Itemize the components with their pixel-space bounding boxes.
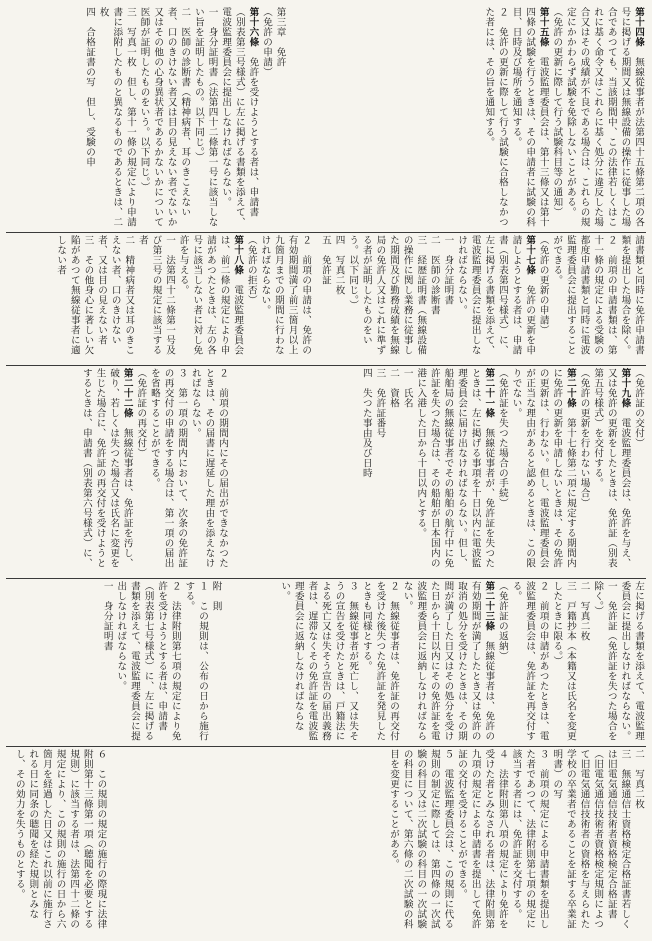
paragraph <box>550 235 618 361</box>
band-3-column-1 <box>230 366 646 576</box>
paragraph-text: ２ 前項の申請書類は、第十一條の規定による受験の都度申請書類と同時に電波監理委員会に提出することができる。 <box>551 235 617 355</box>
paragraph <box>359 368 373 574</box>
paragraph-text: 左に掲げる書類を添えて、電波監理委員会に提出しなければならない。 <box>619 581 644 741</box>
paragraph <box>346 235 428 361</box>
paragraph-text: １ この規則は、公布の日から施行する。 <box>183 581 208 741</box>
paragraph <box>259 7 273 228</box>
band-4-column-1 <box>224 579 646 744</box>
paragraph-text: 一 氏名 <box>401 368 413 408</box>
paragraph <box>495 581 509 742</box>
paragraph <box>147 368 188 574</box>
article-number: 第十九條 <box>619 368 631 418</box>
paragraph-text: 二 写真二枚 <box>578 581 590 641</box>
paragraph <box>79 368 133 574</box>
band-2 <box>6 232 646 363</box>
paragraph <box>631 749 645 935</box>
paragraph-text: 無線従事者は、免許証を汚し、破り、若しくは失つた場合又は氏名に変更を生じた場合に、免許証の再交付を受けようとするときは、申請書（別表第六号様式）に、 <box>80 368 133 568</box>
paragraph-text: 一 身分証明書 <box>442 235 454 305</box>
paragraph-text: ２ 前項の申請があつたときは、電波監理委員会は、免許証を再交付する。 <box>510 581 549 741</box>
paragraph-text: 四 合格証書の写 但し、受験の申 <box>84 7 96 167</box>
paragraph <box>618 581 645 742</box>
band-5-column-1 <box>108 747 646 937</box>
band-1 <box>6 5 646 230</box>
paragraph <box>188 368 229 574</box>
paragraph-text: （免許の更新を行わない場合） <box>578 368 590 508</box>
article-number: 第二十條 <box>564 368 576 418</box>
paragraph <box>94 235 135 361</box>
band-4-column-2 <box>6 579 224 744</box>
paragraph <box>482 7 509 228</box>
article-number: 第二十一條 <box>483 368 495 428</box>
paragraph <box>82 7 96 228</box>
paragraph <box>96 7 137 228</box>
paragraph-text: 附 則 <box>210 581 222 611</box>
article-number: 第二十三條 <box>483 581 495 641</box>
paragraph-text: ３ 前項の規定による申請書類を提出した者であつて、法律附則第七項の規定に該当する者には、免許証を交付する。 <box>510 749 549 929</box>
article-number: 第十五條 <box>537 7 549 57</box>
band-1-column-2 <box>6 5 288 230</box>
band-1-column-1 <box>288 5 646 230</box>
paragraph-text: 三 経歴証明書（無線設備の操作に関し業務に従事した期間及び勤務成績を無線局の免許人又はこれに準ずる者が証明したものをいう。以下同じ。） <box>347 235 427 355</box>
paragraph-text: 二 精神病者又は耳のきこえない者、口のきけない者、又は目の見えない者 <box>96 235 135 355</box>
paragraph-text: （免許証の返納） <box>496 581 508 661</box>
band-3-column-2 <box>6 366 230 576</box>
paragraph-text: 三 無線通信士資格検定合格証書若しくは旧電気通信技術者資格検定合格証書（旧電気通信技術者資格検定規則によつて旧電気通信技術者の資格を与えられた学校の卒業者であることを証する卒業証明書）の写 <box>551 749 631 929</box>
paragraph <box>550 581 577 742</box>
article-number: 第十六條 <box>247 7 259 57</box>
band-2-column-2 <box>6 233 313 363</box>
paragraph <box>191 7 218 228</box>
paragraph-text: 免許の更新を申請しようとする者は、申請書（別表第四号様式）に、左に掲げる書類を添えて、電波監理委員会に提出しなければならない。 <box>456 235 536 355</box>
paragraph <box>509 581 550 742</box>
band-5-column-2 <box>6 747 108 937</box>
paragraph <box>209 581 223 742</box>
paragraph <box>54 235 95 361</box>
paragraph-text: 三 その他身心に著しい欠陥があつて無線従事者に適しない者 <box>55 235 94 355</box>
paragraph <box>591 368 632 574</box>
band-4 <box>6 578 646 744</box>
paragraph-text: 二 資格 <box>388 368 400 408</box>
paragraph <box>577 368 591 574</box>
paragraph-text: ５ 電波監理委員会は、この規則に代る規則の制定に際しては、第四條の一次試験の科目又は二次試験の科目の一次試験の科目について、第六條の二次試験の科目を変更することがある。 <box>388 749 454 929</box>
paragraph-text: ２ 無線従事者は、免許証の再交付を受けた後失つた免許証を発見したときも同様とする。 <box>360 581 400 741</box>
paragraph <box>550 749 632 935</box>
paragraph <box>386 368 400 574</box>
paragraph-text: ２ 前項の期間内にその届出ができなかつたときは、その届書に遅延した理由を添えなければならない。 <box>189 368 228 568</box>
paragraph-text: 二 医師の診断書（精神病者、耳のきこえない者、口のきけない者又は目の見えない者でないか又はその他の心身異状者であるかないかについて医師が証明したものをいう。以下同じ。） <box>138 7 191 227</box>
paragraph-text: 二 医師の診断書 <box>428 235 440 315</box>
band-5 <box>6 746 646 937</box>
paragraph-text: 四 写真二枚 <box>333 235 345 295</box>
paragraph-text: 二 写真二枚 <box>633 749 644 809</box>
paragraph-text: 一 身分証明書（法第四十二條第一号に該当しない旨を証明したもの。以下同じ。） <box>192 7 218 227</box>
paragraph <box>318 235 332 361</box>
paragraph <box>631 368 645 574</box>
paragraph <box>135 235 176 361</box>
paragraph-text: 電波監理委員会は、免許を与え、又は免許の更新をしたときは、免許証（別表第五号様式）を交付する。 <box>592 368 631 568</box>
paragraph-text: 無線従事者が、免許証を失つたときは、左に掲げる事項を十日以内に電波監理委員会に届け出なければならない。但し、船舶局の無線従事者でその船舶の航行中に免許証を失つた場合は、その船舶が日本国内の港に入港した日から十日以内とする。 <box>415 368 495 568</box>
paragraph <box>258 235 312 361</box>
paragraph-text: 第三章 免許 <box>274 7 286 67</box>
paragraph <box>441 235 455 361</box>
paragraph <box>427 235 441 361</box>
paragraph <box>332 235 346 361</box>
paragraph-text: ４ 法律附則第八項の規定により免許を受けた者とみなされる者は、法律附則第九項の規定による申請書を提出して免許証の交付を受けることができる。 <box>456 749 508 929</box>
paragraph <box>359 581 400 742</box>
paragraph-text: ３ 無線従事者が死亡し、又は失そうの宣告を受けたときは、戸籍法による死亡又は失そう宣告の届出義務者は、遅滞なくその免許証を電波監理委員会に返納しなければならない。 <box>279 581 359 741</box>
article-number: 第十四條 <box>633 7 644 57</box>
paragraph-text: （免許証の交付） <box>633 368 644 448</box>
paragraph-text: 免許を受けようとする者は、申請書（別表第三号様式）に左に掲げる書類を添えて、電波監理委員会に提出しなければならない。 <box>220 7 259 227</box>
paragraph-text: （免許証の再交付） <box>135 368 147 458</box>
paragraph <box>273 7 287 228</box>
paragraph <box>509 368 577 574</box>
paragraph <box>137 7 191 228</box>
paragraph <box>373 368 387 574</box>
paragraph-text: 一 法第四十二條第一号及び第三号の規定に該当する者 <box>136 235 176 355</box>
paragraph <box>618 235 645 361</box>
paragraph <box>495 368 509 574</box>
paragraph <box>176 235 244 361</box>
paragraph-text: ６ この規則の規定の施行の際現に法律附則第十三條第一項（聴聞を必要とする規則）に該当する者は、法第四十二條の規定により、この規則の施行の日から六箇月を経過した日又はこれ以前に施行される日に同条の聴聞を経た規則とみなし、その効力を失うものとする。 <box>13 749 107 929</box>
paragraph-text: 一 身分証明書 <box>101 581 113 651</box>
paragraph-text: （免許の更新の申請） <box>537 235 549 335</box>
paragraph <box>400 581 495 742</box>
paragraph-text: （免許の更新に際して行う試験科目等の通知） <box>551 7 563 217</box>
paragraph-text: 電波監理委員会は、第十三條又は第十四條の試験を行うときは、その申請者に試験の科目、日時及び場所を通知する。 <box>510 7 549 227</box>
paragraph <box>244 235 258 361</box>
paragraph <box>12 749 107 935</box>
paragraph <box>100 581 114 742</box>
paragraph-text: 三 写真一枚 但し、第十一條の規定により申請書に添附したものと異なるものであるときは、二枚 <box>97 7 136 227</box>
article-number: 第二十二條 <box>121 368 133 428</box>
paragraph <box>591 581 618 742</box>
paragraph <box>454 235 536 361</box>
paragraph-text: 無線従事者は、免許の有効期間が満了したとき又は免許の取消の処分を受けたときは、その期間が満了した日又はその処分を受けた日から十日以内にその免許証を電波監理委員会に返納しなければならない。 <box>401 581 495 741</box>
paragraph <box>386 749 454 935</box>
band-3 <box>6 365 646 576</box>
paragraph <box>114 581 182 742</box>
paragraph-text: 五 免許証 <box>319 235 331 285</box>
paragraph-text: 三 戸籍抄本（本籍又は氏名を変更したときに限る。） <box>551 581 576 741</box>
paragraph <box>550 7 564 228</box>
paragraph-text: ２ 前項の申請は、免許の有効期間満了前三箇月以上九箇月までの期間に行わなければならない。 <box>259 235 312 355</box>
paragraph <box>400 368 414 574</box>
paragraph-text: ３ 第一項の期間内において、次条の免許証の再交付の申請をする場合は、第一項の届出を省略することができる。 <box>148 368 188 568</box>
paragraph-text: （免許の拒否） <box>245 235 257 305</box>
paragraph-text: 四 失つた事由及び日時 <box>360 368 372 478</box>
article-number: 第十八條 <box>232 235 244 285</box>
paragraph-text: 三 免許証番号 <box>374 368 386 438</box>
paragraph-text: 一 免許証（免許証を失つた場合を除く。） <box>592 581 617 741</box>
paragraph-text: ２ 免許の更新に際して行う試験に合格しなかつた者には、その旨を通知する。 <box>483 7 508 227</box>
paragraph <box>509 7 550 228</box>
paragraph <box>577 581 591 742</box>
paragraph <box>219 7 260 228</box>
paragraph-text: 電波監理委員会は、前二條の規定により申請があつたときは、左の各号に該当しない者に対し免許を与える。 <box>177 235 244 355</box>
paragraph <box>563 7 645 228</box>
paragraph-text: 請書類と同時に免許申請書類を提出した場合を除く。 <box>619 235 644 355</box>
paragraph <box>454 749 508 935</box>
article-number: 第十七條 <box>524 235 536 285</box>
paragraph <box>414 368 496 574</box>
paragraph <box>509 749 550 935</box>
paragraph <box>536 235 550 361</box>
paragraph-text: 無線從事者が法第四十五條第二項の各号に掲げる期間又は無線設備の操作に従事した場合であつても、当該期間中、この法律若しくはこれに基く命令又はこれらに基く処分に違反した場合又はその成績が不良である場合は、これらの規定にかかわらず試験を免除しないことがある。 <box>564 7 644 227</box>
band-2-column-1 <box>313 233 646 363</box>
paragraph-text: （免許証を失つた場合の手続） <box>496 368 508 508</box>
paragraph-text: （免許の申請） <box>261 7 272 77</box>
paragraph-text: ２ 法律附則第七項の規定により免許を受けようとする者は、申請書（別表第七号様式）に、左に掲げる書類を添えて、電波監理委員会に提出しなければならない。 <box>115 581 181 741</box>
paragraph-text: 第十七條第二項に規定する期間内に免許の更新を申請しないときは、その免許の更新は、行わない。但し、電波監理委員会が正当な理由があると認めるときは、この限りでない。 <box>510 368 576 568</box>
paragraph <box>278 581 360 742</box>
paragraph <box>182 581 209 742</box>
paragraph <box>134 368 148 574</box>
